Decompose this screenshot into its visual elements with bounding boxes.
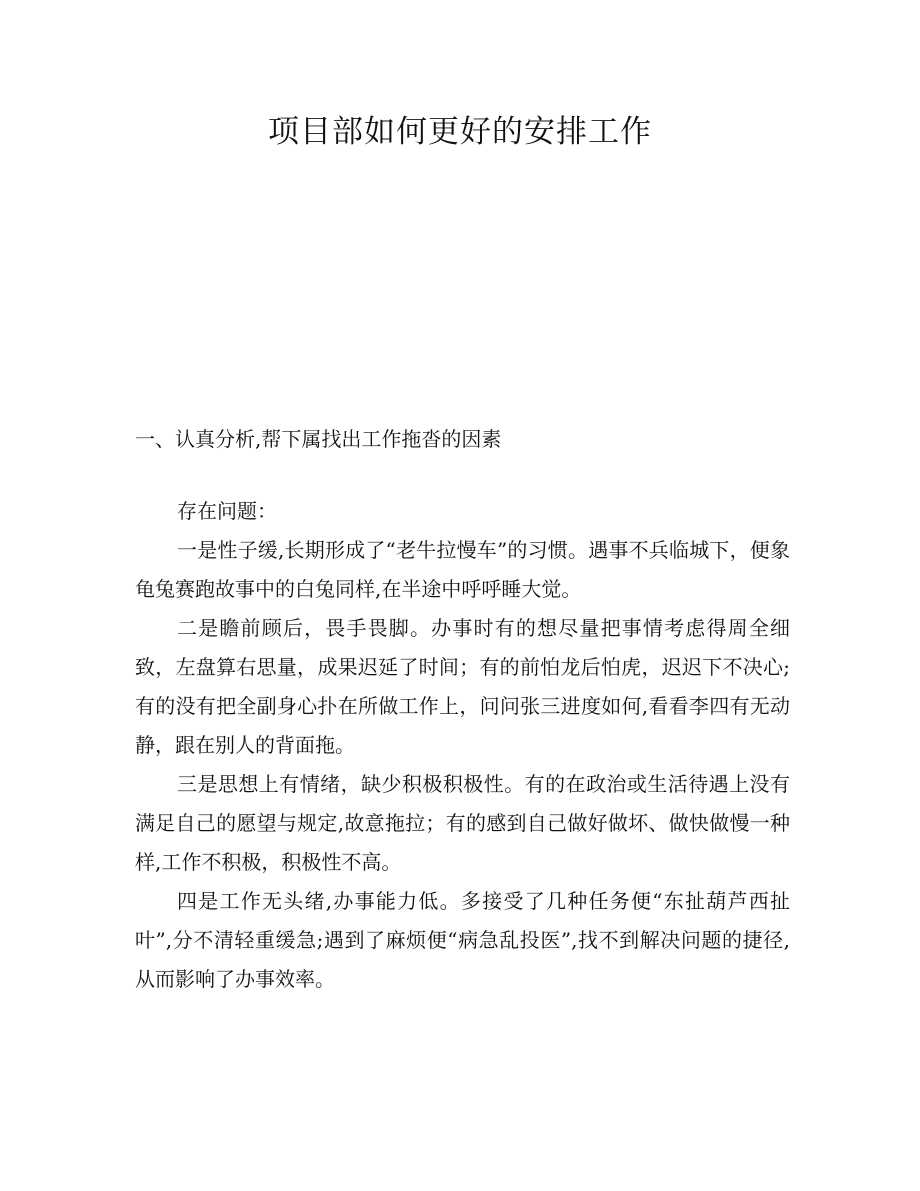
paragraph-point-three: 三是思想上有情绪，缺少积极积极性。有的在政治或生活待遇上没有满足自己的愿望与规定,故意拖拉；有的感到自己做好做坏、做快做慢一种样,工作不积极，积极性不高。 [135,772,790,874]
paragraph-point-two: 二是瞻前顾后，畏手畏脚。办事时有的想尽量把事情考虑得周全细致，左盘算右思量，成果迟延了时间；有的前怕龙后怕虎，迟迟下不决心;有的没有把全副身心扑在所做工作上，问问张三进度如何,看看李四有无动静，跟在别人的背面拖。 [135,616,790,757]
paragraph-issues-label: 存在问题： [177,499,277,523]
paragraph-point-one: 一是性子缓,长期形成了“老牛拉慢车”的习惯。遇事不兵临城下，便象龟兔赛跑故事中的白兔同样,在半途中呼呼睡大觉。 [135,538,790,601]
document-body [135,492,790,999]
section-heading: 一、认真分析,帮下属找出工作拖沓的因素 [135,427,502,451]
paragraph-point-four: 四是工作无头绪,办事能力低。多接受了几种任务便“东扯葫芦西扯叶”,分不清轻重缓急;遇到了麻烦便“病急乱投医”,找不到解决问题的捷径,从而影响了办事效率。 [135,889,790,991]
page-title: 项目部如何更好的安排工作 [268,114,652,150]
